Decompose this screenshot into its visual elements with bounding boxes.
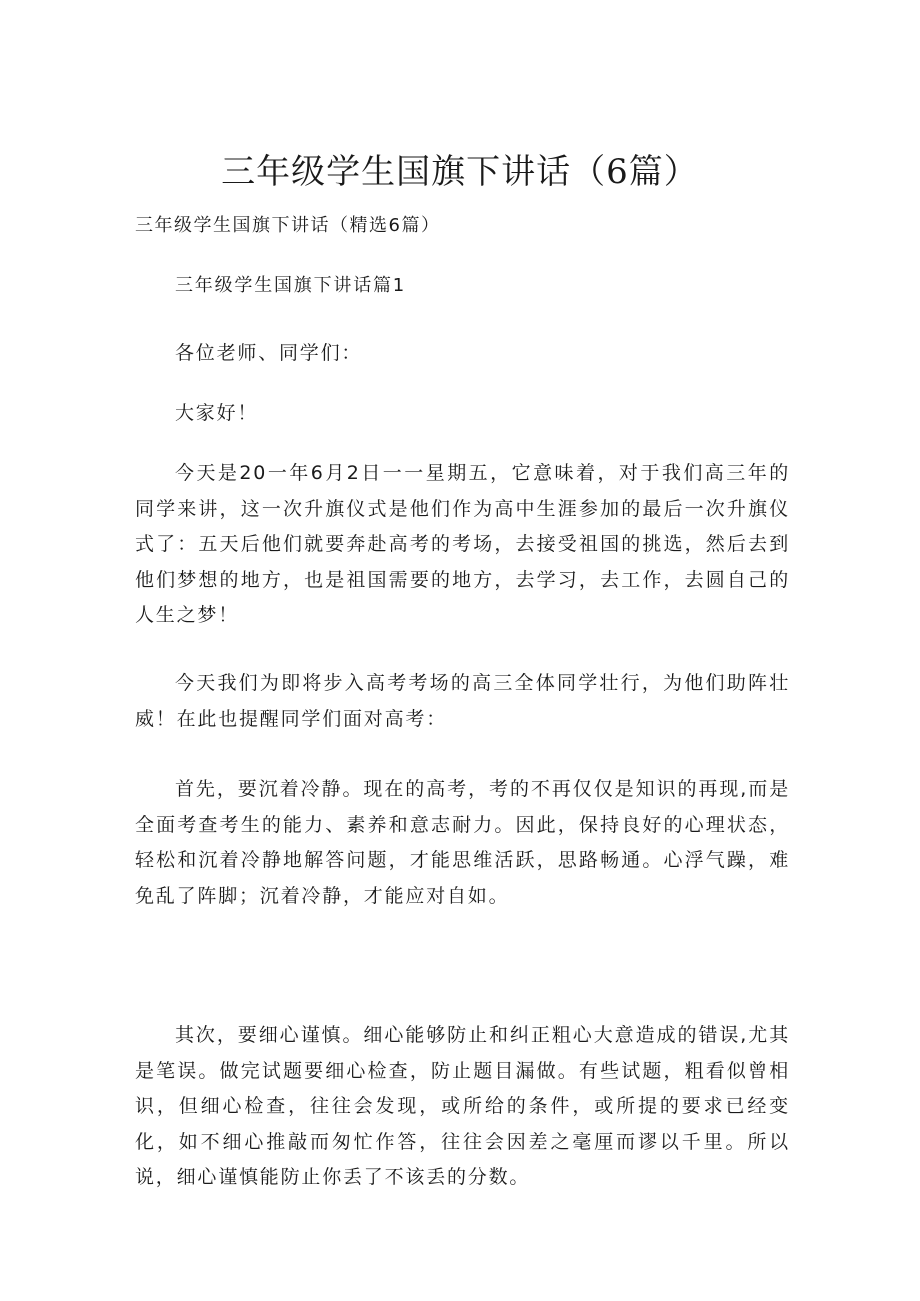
hello-line: 大家好！ [175,402,259,424]
document-subtitle: 三年级学生国旗下讲话（精选6篇） [135,215,441,236]
paragraph: 今天我们为即将步入高考考场的高三全体同学壮行，为他们助阵壮威！在此也提醒同学们面对高考： [135,672,790,730]
paragraph: 其次，要细心谨慎。细心能够防止和纠正粗心大意造成的错误,尤其是笔误。做完试题要细心检查，防止题目漏做。有些试题，粗看似曾相识，但细心检查，往往会发现，或所给的条件，或所提的要求已经变化，如不细心推敲而匆忙作答，往往会因差之毫厘而谬以千里。所以说，细心谨慎能防止你丢了不该丢的分数。 [135,1024,790,1188]
paragraph: 首先，要沉着冷静。现在的高考，考的不再仅仅是知识的再现,而是全面考查考生的能力、素养和意志耐力。因此，保持良好的心理状态，轻松和沉着冷静地解答问题，才能思维活跃，思路畅通。心浮气躁，难免乱了阵脚；沉着冷静，才能应对自如。 [135,778,790,907]
section-heading: 三年级学生国旗下讲话篇1 [175,275,407,296]
paragraph: 今天是20一年6月2日一一星期五，它意味着，对于我们高三年的同学来讲，这一次升旗仪式是他们作为高中生涯参加的最后一次升旗仪式了：五天后他们就要奔赴高考的考场，去接受祖国的挑选，然后去到他们梦想的地方，也是祖国需要的地方，去学习，去工作，去圆自己的人生之梦！ [135,462,790,626]
greeting-line: 各位老师、同学们： [175,342,363,364]
document-title: 三年级学生国旗下讲话（6篇） [221,152,699,192]
